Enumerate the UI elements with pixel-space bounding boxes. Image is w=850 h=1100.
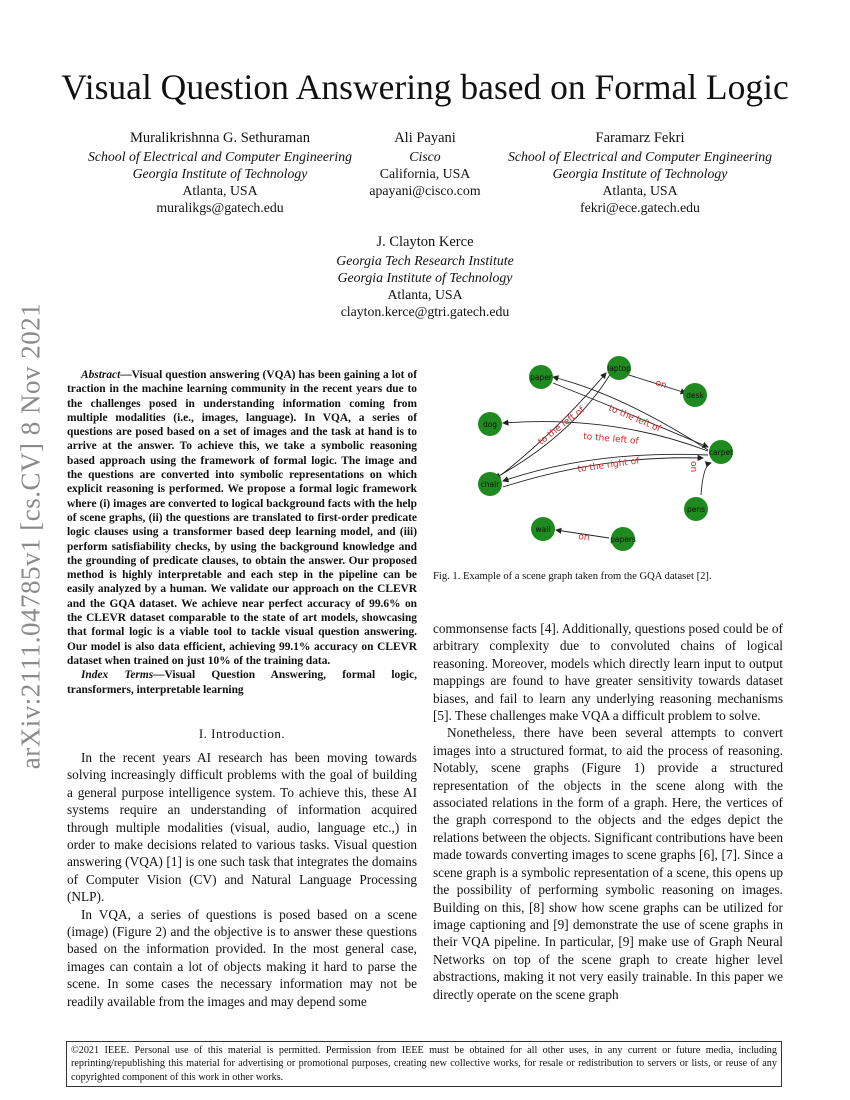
author-dept: Georgia Tech Research Institute [336,253,514,268]
author-dept: School of Electrical and Computer Engineering [507,149,772,164]
node-label: dog [482,420,498,429]
right-column-body [433,620,783,1003]
abstract-label: Abstract [81,369,121,381]
author-email[interactable]: clayton.kerce@gtri.gatech.edu [340,304,510,319]
node-label: chair [480,480,500,489]
author-block [70,130,370,216]
edge-label: to the left of [606,403,662,435]
author-dept: School of Electrical and Computer Engineering [87,149,352,164]
paragraph: commonsense facts [4]. Additionally, questions posed could be of arbitrary complexity due to convoluted chains of logical reasoning. Moreover, models which directly learn input to output mappings are found to have greater sensitivity towards dataset biases, and fail to learn any underlying reasoning mechanisms [5]. These challenges make VQA a difficult problem to solve. [433,621,783,724]
index-terms-text: —Visual Question Answering, formal logic, transformers, interpretable learning [67,669,417,696]
paragraph: In the recent years AI research has been moving towards solving increasingly difficult problems with the goal of building a general purpose intelligence system. To achieve this, these AI systems require an understanding of information acquired through multiple modalities (visual, audio, language etc.,) in order to make decisions related to various tasks. Visual question answering (VQA) [1] is one such task that integrates the domains of Computer Vision (CV) and Natural Language Processing (NLP). [67,750,417,905]
node-label: papers [610,535,636,544]
edge-label: to the right of [577,456,641,475]
paper-title: Visual Question Answering based on Formal Logic [61,67,789,107]
node-label: paper [530,373,552,382]
arxiv-id: arXiv:2111.04785v1 [cs.CV] 8 Nov 2021 [15,302,46,770]
edge-label: to the left of [536,405,587,448]
author-block [490,130,790,216]
author-name: Muralikrishnna G. Sethuraman [129,130,310,146]
author-inst: Georgia Institute of Technology [337,270,513,285]
scene-graph-figure [433,355,783,565]
node-label: carpet [708,448,734,457]
author-email[interactable]: apayani@cisco.com [369,183,481,198]
author-block [355,130,495,199]
paragraph: Nonetheless, there have been several attempts to convert images into a structured format, to aid the process of reasoning. Notably, scene graphs (Figure 1) provide a structured representation of the objects in the scene along with the associated relations in the form of a graph. Here, the vertices of the graph correspond to the objects and the edges depict the relations between the objects. Significant contributions have been made towards converting images to scene graphs [6], [7]. Since a scene graph is a symbolic representation of a scene, this opens up the possibility of performing symbolic reasoning on images. Building on this, [8] show how scene graphs can be utilized for image captioning and [9] demonstrate the use of scene graphs in their VQA pipeline. In particular, [9] make use of Graph Neural Networks on top of the scene graph to create higher level abstractions, making it not very easily trainable. In this paper we directly operate on the scene graph [433,725,783,1002]
left-column-body [67,749,417,1010]
node-label: wall [535,525,551,534]
node-label: desk [686,391,704,400]
node-label: pens [686,505,706,514]
node-label: laptop [607,364,631,373]
author-inst: Georgia Institute of Technology [552,166,728,181]
edge-label: on [688,461,698,473]
paragraph: In VQA, a series of questions is posed based on a scene (image) (Figure 2) and the objective is to answer these questions based on the information provided. In the most general case, images can contain a lot of objects making it hard to parse the scene. In some cases the necessary information may not be readily available from the images and may depend some [67,906,417,1009]
arxiv-sidebar [6,296,56,776]
edge-label: on [654,378,668,392]
author-name: J. Clayton Kerce [376,234,474,250]
author-city: Atlanta, USA [602,183,678,198]
author-city: Atlanta, USA [182,183,258,198]
index-terms-label: Index Terms [81,669,154,682]
author-dept: Cisco [409,149,441,164]
copyright-notice: ©2021 IEEE. Personal use of this material is permitted. Permission from IEEE must be obtained for all other uses, in any current or future media, including reprinting/republishing this material for advertising or promotional purposes, creating new collective works, for resale or redistribution to servers or lists, or reuse of any copyrighted component of this work in other works. [66,1041,782,1087]
author-email[interactable]: fekri@ece.gatech.edu [580,200,700,215]
author-block [275,234,575,320]
author-name: Ali Payani [394,130,456,146]
edge-label: to the left of [582,432,640,447]
author-city: Atlanta, USA [387,287,463,302]
section-heading: I. Introduction. [198,726,286,741]
author-inst: Georgia Institute of Technology [132,166,308,181]
author-email[interactable]: muralikgs@gatech.edu [156,200,284,215]
author-inst: California, USA [379,166,471,181]
graph-edge [701,463,711,495]
abstract [67,368,417,697]
figure-caption: Fig. 1. Example of a scene graph taken from the GQA dataset [2]. [433,571,712,582]
edge-label: on [577,532,591,544]
author-name: Faramarz Fekri [595,130,685,146]
abstract-text: —Visual question answering (VQA) has been gaining a lot of traction in the machine learning community in the recent years due to the challenges posed in understanding information coming from multiple modalities (i.e., images, language). In VQA, a series of questions are posed based on a set of images and the task at hand is to arrive at the answer. To achieve this, we take a symbolic reasoning based approach using the framework of formal logic. The image and the questions are converted into symbolic representations on which explicit reasoning is performed. We propose a formal logic framework where (i) images are converted to logical background facts with the help of scene graphs, (ii) the questions are translated to first-order predicate logic clauses using a transformer based deep learning model, and (iii) perform satisfiability checks, by using the background knowledge and the grounding of predicate clauses, to obtain the answer. Our proposed method is highly interpretable and each step in the pipeline can be easily analyzed by a human. We validate our approach on the CLEVR and the GQA dataset. We achieve near perfect accuracy of 99.6% on the CLEVR dataset comparable to the state of art models, showcasing that formal logic is a viable tool to tackle visual question answering. Our model is also data efficient, achieving 99.1% accuracy on CLEVR dataset when trained on just 10% of the training data. [67,369,417,667]
